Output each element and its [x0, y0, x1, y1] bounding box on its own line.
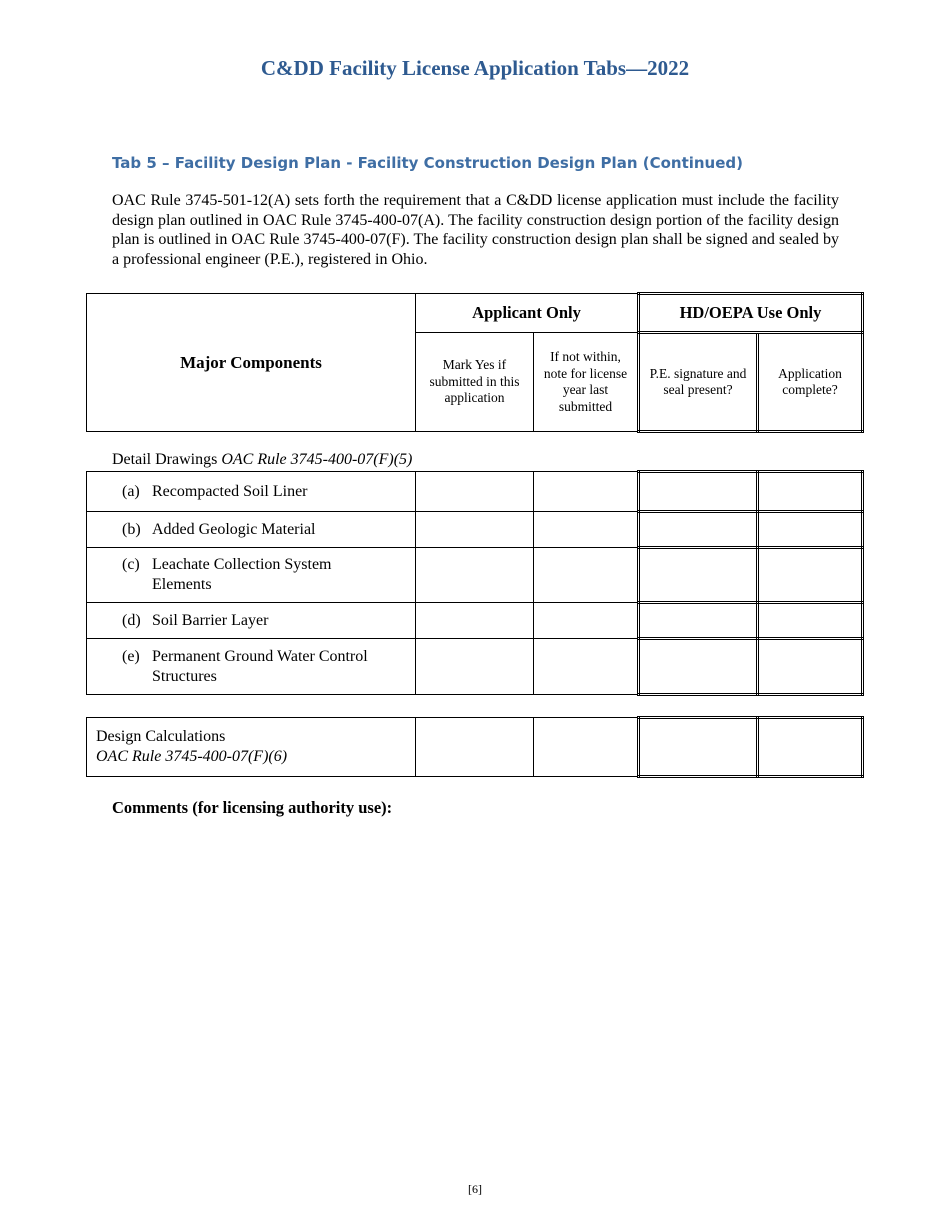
design-calculations-rule: OAC Rule 3745-400-07(F)(6)	[96, 748, 288, 765]
col-mark-yes-header: Mark Yes if submitted in this application	[416, 333, 534, 432]
row-letter: (b)	[122, 520, 141, 538]
applicant-only-header: Applicant Only	[416, 294, 639, 333]
table-row	[87, 718, 863, 777]
if-not-within-cell[interactable]	[534, 603, 639, 639]
detail-drawings-label: Detail Drawings	[112, 451, 218, 468]
app-complete-cell[interactable]	[758, 512, 863, 548]
row-label	[87, 603, 416, 639]
design-calculations-table	[86, 716, 864, 778]
section-heading: Tab 5 – Facility Design Plan - Facility Construction Design Plan (Continued)	[112, 154, 744, 172]
if-not-within-cell[interactable]	[534, 548, 639, 603]
if-not-within-cell[interactable]	[534, 472, 639, 512]
row-letter: (e)	[122, 647, 140, 665]
row-label	[87, 548, 416, 603]
pe-signature-cell[interactable]	[639, 472, 758, 512]
row-text: Recompacted Soil Liner	[152, 482, 308, 500]
major-components-header: Major Components	[87, 294, 416, 432]
table-row	[87, 548, 863, 603]
comments-label: Comments (for licensing authority use):	[112, 798, 393, 817]
col-if-not-within-header: If not within, note for license year last submitted	[534, 333, 639, 432]
app-complete-cell[interactable]	[758, 472, 863, 512]
pe-signature-cell[interactable]	[639, 718, 758, 777]
col-pe-signature-header: P.E. signature and seal present?	[639, 333, 758, 432]
hd-oepa-use-only-header: HD/OEPA Use Only	[639, 294, 863, 333]
table-row	[87, 639, 863, 695]
app-complete-cell[interactable]	[758, 548, 863, 603]
document-title: C&DD Facility License Application Tabs—2022	[260, 56, 690, 80]
design-calculations-label	[87, 718, 416, 777]
mark-yes-cell[interactable]	[416, 639, 534, 695]
header-table	[86, 292, 864, 433]
pe-signature-cell[interactable]	[639, 512, 758, 548]
detail-drawings-table	[86, 470, 864, 696]
col-app-complete-header: Application complete?	[758, 333, 863, 432]
if-not-within-cell[interactable]	[534, 639, 639, 695]
table-row	[87, 472, 863, 512]
pe-signature-cell[interactable]	[639, 639, 758, 695]
design-calculations-text: Design Calculations	[96, 728, 226, 745]
if-not-within-cell[interactable]	[534, 512, 639, 548]
row-label	[87, 472, 416, 512]
row-text: Leachate Collection System Elements	[152, 556, 332, 593]
intro-paragraph: OAC Rule 3745-501-12(A) sets forth the requirement that a C&DD license application must include the facility design plan outlined in OAC Rule 3745-400-07(A). The facility construction design portion of the facility design plan is outlined in OAC Rule 3745-400-07(F). The facility construction design plan shall be signed and sealed by a professional engineer (P.E.), registered in Ohio.	[112, 192, 839, 268]
app-complete-cell[interactable]	[758, 603, 863, 639]
row-text: Added Geologic Material	[152, 520, 316, 538]
table-row	[87, 603, 863, 639]
if-not-within-cell[interactable]	[534, 718, 639, 777]
row-text: Soil Barrier Layer	[152, 611, 269, 629]
page-number: [6]	[468, 1182, 482, 1196]
row-letter: (d)	[122, 611, 141, 629]
detail-drawings-heading	[112, 451, 412, 469]
row-label	[87, 512, 416, 548]
mark-yes-cell[interactable]	[416, 718, 534, 777]
mark-yes-cell[interactable]	[416, 548, 534, 603]
mark-yes-cell[interactable]	[416, 603, 534, 639]
row-letter: (c)	[122, 556, 140, 573]
pe-signature-cell[interactable]	[639, 603, 758, 639]
detail-drawings-rule: OAC Rule 3745-400-07(F)(5)	[221, 451, 413, 468]
mark-yes-cell[interactable]	[416, 512, 534, 548]
row-text: Permanent Ground Water Control Structures	[152, 647, 368, 685]
row-letter: (a)	[122, 482, 140, 500]
mark-yes-cell[interactable]	[416, 472, 534, 512]
pe-signature-cell[interactable]	[639, 548, 758, 603]
app-complete-cell[interactable]	[758, 718, 863, 777]
row-label	[87, 639, 416, 695]
table-row	[87, 512, 863, 548]
app-complete-cell[interactable]	[758, 639, 863, 695]
